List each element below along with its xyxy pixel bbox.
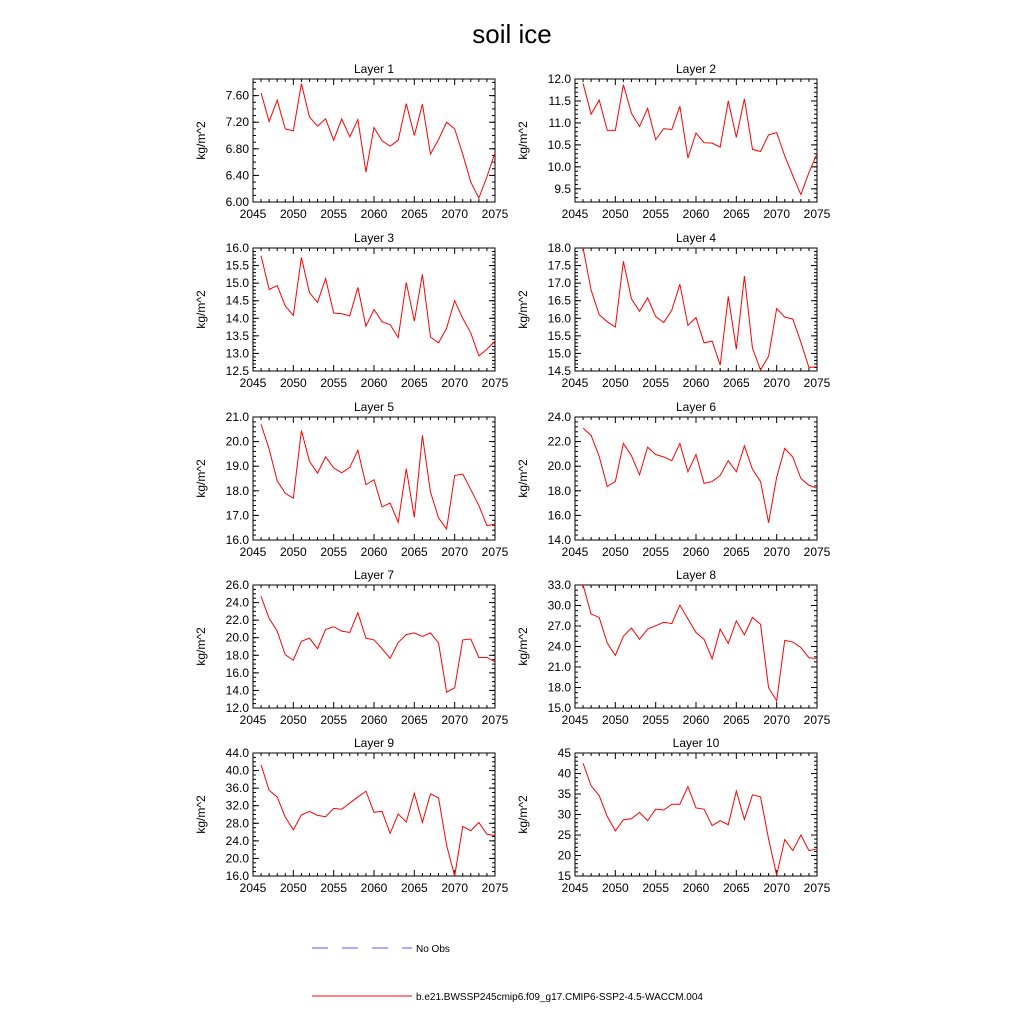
x-tick-label: 2055 — [642, 881, 670, 895]
x-tick-label: 2065 — [400, 207, 428, 221]
x-tick-label: 2045 — [561, 207, 589, 221]
y-tick-label: 16.0 — [547, 508, 571, 523]
y-axis-label: kg/m^2 — [194, 121, 208, 160]
chart-title: Layer 8 — [675, 568, 717, 582]
x-tick-label: 2065 — [722, 376, 750, 390]
y-tick-label: 17.0 — [225, 508, 249, 523]
x-tick-label: 2060 — [682, 207, 710, 221]
y-tick-label: 18.0 — [225, 648, 249, 663]
y-tick-label: 40.0 — [225, 763, 249, 778]
x-tick-label: 2065 — [400, 376, 428, 390]
chart-title: Layer 2 — [675, 62, 717, 76]
y-tick-label: 15.0 — [225, 276, 249, 291]
figure-title: soil ice — [472, 19, 552, 49]
y-tick-label: 14.5 — [547, 364, 571, 378]
y-tick-label: 6.00 — [225, 195, 249, 209]
x-tick-label: 2075 — [481, 376, 509, 390]
x-tick-label: 2055 — [642, 376, 670, 390]
y-axis-label: kg/m^2 — [516, 290, 530, 329]
x-tick-label: 2060 — [682, 376, 710, 390]
y-tick-label: 6.80 — [225, 141, 249, 156]
y-axis-label: kg/m^2 — [516, 121, 530, 160]
chart-title: Layer 10 — [672, 736, 720, 750]
x-tick-label: 2075 — [481, 713, 509, 727]
y-tick-label: 20.0 — [225, 851, 249, 866]
x-tick-label: 2060 — [360, 881, 388, 895]
y-tick-label: 18.0 — [547, 241, 571, 255]
x-tick-label: 2050 — [279, 207, 307, 221]
y-tick-label: 40 — [557, 766, 571, 781]
y-tick-label: 17.5 — [547, 258, 571, 273]
chart-title: Layer 9 — [353, 736, 395, 750]
y-axis-label: kg/m^2 — [516, 795, 530, 834]
x-tick-label: 2045 — [561, 376, 589, 390]
x-tick-label: 2050 — [601, 376, 629, 390]
y-tick-label: 13.0 — [225, 346, 249, 361]
x-tick-label: 2065 — [400, 881, 428, 895]
y-tick-label: 20.0 — [225, 434, 249, 449]
x-tick-label: 2075 — [803, 881, 831, 895]
y-tick-label: 20 — [557, 848, 571, 863]
x-tick-label: 2065 — [722, 713, 750, 727]
x-tick-label: 2055 — [320, 376, 348, 390]
x-tick-label: 2070 — [441, 881, 469, 895]
x-tick-label: 2055 — [320, 545, 348, 559]
y-tick-label: 16.0 — [225, 869, 249, 883]
x-tick-label: 2065 — [400, 545, 428, 559]
y-tick-label: 11.5 — [548, 93, 571, 108]
y-tick-label: 12.0 — [225, 701, 249, 715]
y-tick-label: 16.0 — [547, 311, 571, 326]
x-tick-label: 2075 — [803, 545, 831, 559]
x-tick-label: 2060 — [682, 713, 710, 727]
y-tick-label: 22.0 — [225, 613, 249, 628]
x-tick-label: 2050 — [601, 207, 629, 221]
chart-title: Layer 7 — [353, 568, 395, 582]
y-tick-label: 18.0 — [547, 680, 571, 695]
x-tick-label: 2045 — [561, 881, 589, 895]
chart-title: Layer 6 — [675, 400, 717, 414]
x-tick-label: 2045 — [239, 376, 267, 390]
x-tick-label: 2045 — [239, 881, 267, 895]
y-tick-label: 28.0 — [225, 816, 249, 831]
chart-title: Layer 3 — [353, 231, 395, 245]
x-tick-label: 2045 — [239, 713, 267, 727]
x-tick-label: 2075 — [803, 207, 831, 221]
x-tick-label: 2065 — [722, 545, 750, 559]
x-tick-label: 2045 — [239, 207, 267, 221]
x-tick-label: 2070 — [441, 376, 469, 390]
y-tick-label: 20.0 — [547, 459, 571, 474]
x-tick-label: 2075 — [803, 713, 831, 727]
y-axis-label: kg/m^2 — [516, 627, 530, 666]
y-tick-label: 27.0 — [547, 619, 571, 633]
x-tick-label: 2075 — [481, 545, 509, 559]
y-tick-label: 9.5 — [554, 181, 571, 196]
y-axis-label: kg/m^2 — [194, 795, 208, 834]
x-tick-label: 2060 — [360, 713, 388, 727]
chart-title: Layer 1 — [353, 62, 395, 76]
y-tick-label: 21.0 — [547, 660, 571, 674]
x-tick-label: 2070 — [441, 545, 469, 559]
y-axis-label: kg/m^2 — [516, 459, 530, 498]
x-tick-label: 2065 — [722, 207, 750, 221]
x-tick-label: 2055 — [642, 545, 670, 559]
x-tick-label: 2050 — [279, 713, 307, 727]
x-tick-label: 2070 — [441, 713, 469, 727]
x-tick-label: 2070 — [763, 376, 791, 390]
y-tick-label: 16.5 — [547, 293, 571, 308]
y-tick-label: 12.0 — [547, 72, 571, 86]
y-tick-label: 10.5 — [547, 137, 571, 152]
y-tick-label: 20.0 — [225, 630, 249, 645]
y-axis-label: kg/m^2 — [194, 290, 208, 329]
y-tick-label: 14.0 — [547, 533, 571, 547]
y-tick-label: 15.5 — [225, 258, 249, 273]
x-tick-label: 2050 — [601, 545, 629, 559]
y-tick-label: 30.0 — [547, 598, 571, 613]
y-tick-label: 19.0 — [225, 459, 249, 474]
x-tick-label: 2045 — [561, 545, 589, 559]
x-tick-label: 2045 — [561, 713, 589, 727]
y-tick-label: 14.0 — [225, 311, 249, 326]
y-tick-label: 12.5 — [225, 364, 249, 378]
x-tick-label: 2055 — [320, 881, 348, 895]
y-tick-label: 26.0 — [225, 578, 249, 592]
y-tick-label: 22.0 — [547, 434, 571, 449]
y-axis-label: kg/m^2 — [194, 627, 208, 666]
y-tick-label: 6.40 — [225, 168, 249, 183]
y-tick-label: 25 — [557, 828, 571, 842]
x-tick-label: 2070 — [763, 881, 791, 895]
x-tick-label: 2075 — [803, 376, 831, 390]
x-tick-label: 2060 — [360, 207, 388, 221]
y-tick-label: 33.0 — [547, 578, 571, 592]
x-tick-label: 2050 — [279, 881, 307, 895]
y-tick-label: 16.0 — [225, 665, 249, 680]
chart-title: Layer 5 — [353, 400, 395, 414]
chart-title: Layer 4 — [675, 231, 717, 245]
x-tick-label: 2060 — [360, 376, 388, 390]
x-tick-label: 2050 — [279, 545, 307, 559]
x-tick-label: 2065 — [400, 713, 428, 727]
y-tick-label: 36.0 — [225, 781, 249, 796]
y-tick-label: 13.5 — [225, 328, 249, 343]
x-tick-label: 2070 — [441, 207, 469, 221]
y-tick-label: 15.0 — [547, 701, 571, 715]
y-tick-label: 10.0 — [547, 159, 571, 174]
x-tick-label: 2050 — [601, 881, 629, 895]
y-tick-label: 30 — [557, 807, 571, 822]
y-tick-label: 14.0 — [225, 683, 249, 698]
y-tick-label: 24.0 — [547, 410, 571, 424]
x-tick-label: 2060 — [360, 545, 388, 559]
y-tick-label: 24.0 — [547, 639, 571, 654]
legend-obs-label: No Obs — [416, 944, 450, 955]
y-tick-label: 7.20 — [225, 115, 249, 130]
y-tick-label: 11.0 — [548, 115, 571, 130]
y-tick-label: 35 — [557, 787, 571, 801]
y-tick-label: 18.0 — [547, 483, 571, 498]
legend-model-label: b.e21.BWSSP245cmip6.f09_g17.CMIP6-SSP2-4.5-WACCM.004 — [416, 992, 703, 1003]
x-tick-label: 2050 — [601, 713, 629, 727]
x-tick-label: 2050 — [279, 376, 307, 390]
x-tick-label: 2075 — [481, 881, 509, 895]
x-tick-label: 2055 — [642, 207, 670, 221]
y-tick-label: 17.0 — [547, 276, 571, 291]
y-tick-label: 7.60 — [225, 88, 249, 103]
x-tick-label: 2055 — [320, 713, 348, 727]
x-tick-label: 2060 — [682, 881, 710, 895]
y-tick-label: 24.0 — [225, 595, 249, 610]
x-tick-label: 2070 — [763, 545, 791, 559]
y-tick-label: 15 — [557, 869, 571, 883]
y-tick-label: 44.0 — [225, 746, 249, 760]
y-axis-label: kg/m^2 — [194, 459, 208, 498]
y-tick-label: 45 — [557, 746, 571, 760]
x-tick-label: 2065 — [722, 881, 750, 895]
x-tick-label: 2055 — [320, 207, 348, 221]
x-tick-label: 2070 — [763, 207, 791, 221]
y-tick-label: 24.0 — [225, 833, 249, 848]
y-tick-label: 16.0 — [225, 533, 249, 547]
y-tick-label: 18.0 — [225, 483, 249, 498]
x-tick-label: 2045 — [239, 545, 267, 559]
y-tick-label: 15.0 — [547, 346, 571, 361]
x-tick-label: 2075 — [481, 207, 509, 221]
x-tick-label: 2070 — [763, 713, 791, 727]
y-tick-label: 32.0 — [225, 798, 249, 813]
x-tick-label: 2055 — [642, 713, 670, 727]
y-tick-label: 15.5 — [547, 328, 571, 343]
y-tick-label: 21.0 — [225, 410, 249, 424]
x-tick-label: 2060 — [682, 545, 710, 559]
y-tick-label: 14.5 — [225, 293, 249, 308]
y-tick-label: 16.0 — [225, 241, 249, 255]
